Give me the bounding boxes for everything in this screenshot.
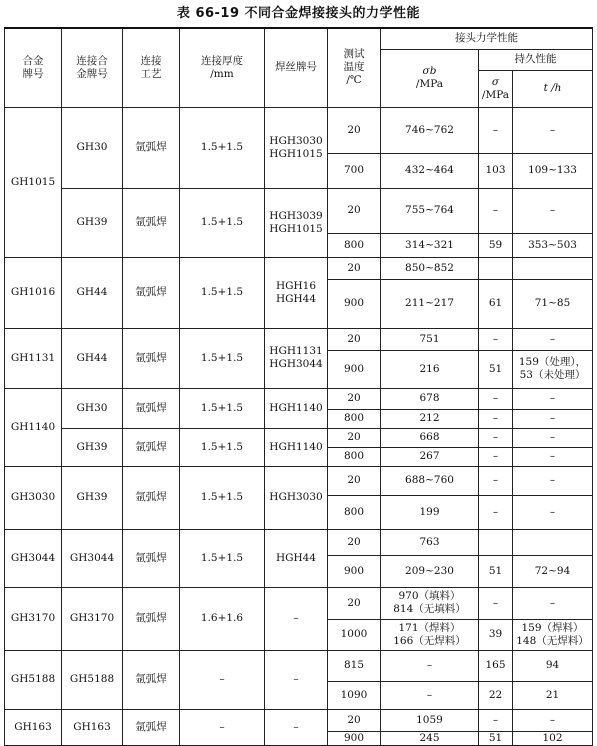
duration-cell: 109~133 — [513, 153, 593, 188]
duration-cell: – — [513, 328, 593, 350]
temp-cell: 20 — [328, 188, 381, 233]
table-row — [5, 257, 593, 279]
duration-cell: – — [513, 709, 593, 731]
duration-cell: 159（处理）， 53（未处理） — [513, 350, 593, 388]
sigma-b-cell: 216 — [381, 350, 479, 388]
duration-cell: 72~94 — [513, 555, 593, 587]
wire-cell: – — [265, 650, 328, 709]
sigma-b-cell: 850~852 — [381, 257, 479, 279]
sigma-cell: 165 — [479, 650, 513, 681]
sigma-cell: – — [479, 188, 513, 233]
table-row — [5, 650, 593, 681]
header-sigma-b — [381, 49, 479, 107]
sigma-unit: /MPa — [481, 88, 510, 101]
joined-alloy-cell: GH3044 — [62, 529, 123, 587]
duration-cell: – — [513, 447, 593, 466]
header-t: t /h — [513, 70, 593, 107]
table-row — [5, 328, 593, 350]
sigma-cell: – — [479, 709, 513, 731]
temp-cell: 900 — [328, 279, 381, 328]
thickness-cell: 1.5+1.5 — [180, 328, 265, 388]
sigma-b-cell: 211~217 — [381, 279, 479, 328]
temp-cell: 20 — [328, 257, 381, 279]
sigma-cell: 103 — [479, 153, 513, 188]
process-cell: 氩弧焊 — [123, 107, 180, 188]
wire-cell: HGH3030 HGH1015 — [265, 107, 328, 188]
sigma-cell: 61 — [479, 279, 513, 328]
joined-alloy-cell: GH30 — [62, 388, 123, 428]
duration-cell — [513, 529, 593, 555]
temp-cell: 800 — [328, 495, 381, 529]
joined-alloy-cell: GH5188 — [62, 650, 123, 709]
sigma-cell: – — [479, 447, 513, 466]
temp-cell: 900 — [328, 731, 381, 745]
duration-cell: – — [513, 188, 593, 233]
sigma-cell: – — [479, 409, 513, 428]
sigma-cell — [479, 529, 513, 555]
thickness-cell: 1.5+1.5 — [180, 188, 265, 257]
process-cell: 氩弧焊 — [123, 529, 180, 587]
wire-cell: – — [265, 709, 328, 745]
duration-cell: – — [513, 495, 593, 529]
alloy-cell: GH5188 — [5, 650, 62, 709]
duration-cell: 353~503 — [513, 233, 593, 257]
sigma-cell: 51 — [479, 731, 513, 745]
sigma-b-cell: 763 — [381, 529, 479, 555]
sigma-b-cell: 432~464 — [381, 153, 479, 188]
wire-cell: HGH3039 HGH1015 — [265, 188, 328, 257]
sigma-cell: – — [479, 495, 513, 529]
sigma-b-cell: 746~762 — [381, 107, 479, 153]
header-alloy: 合金 牌号 — [5, 28, 62, 107]
table-row — [5, 428, 593, 447]
table-row — [5, 466, 593, 495]
duration-cell: – — [513, 587, 593, 619]
temp-cell: 20 — [328, 529, 381, 555]
temp-cell: 700 — [328, 153, 381, 188]
duration-cell: – — [513, 388, 593, 409]
sigma-cell: 39 — [479, 619, 513, 650]
table-row — [5, 529, 593, 555]
sigma-cell: 22 — [479, 681, 513, 709]
sigma-cell: – — [479, 107, 513, 153]
process-cell: 氩弧焊 — [123, 428, 180, 466]
wire-cell: HGH1131 HGH3044 — [265, 328, 328, 388]
table-row — [5, 107, 593, 153]
thickness-cell: 1.5+1.5 — [180, 466, 265, 529]
temp-cell: 20 — [328, 428, 381, 447]
process-cell: 氩弧焊 — [123, 257, 180, 328]
sigma-cell — [479, 257, 513, 279]
process-cell: 氩弧焊 — [123, 466, 180, 529]
sigma-cell: – — [479, 466, 513, 495]
temp-cell: 20 — [328, 587, 381, 619]
sigma-b-cell: – — [381, 681, 479, 709]
header-wire: 焊丝牌号 — [265, 28, 328, 107]
sigma-b-cell: – — [381, 650, 479, 681]
sigma-b-cell: 751 — [381, 328, 479, 350]
temp-cell: 1000 — [328, 619, 381, 650]
sigma-b-symbol: σb — [422, 65, 437, 77]
sigma-cell: – — [479, 428, 513, 447]
duration-cell: 94 — [513, 650, 593, 681]
thickness-cell: 1.5+1.5 — [180, 428, 265, 466]
sigma-b-cell: 171（焊料） 166（无焊料） — [381, 619, 479, 650]
joined-alloy-cell: GH30 — [62, 107, 123, 188]
thickness-cell: 1.5+1.5 — [180, 257, 265, 328]
table-row — [5, 709, 593, 731]
process-cell: 氩弧焊 — [123, 709, 180, 745]
wire-cell: HGH44 — [265, 529, 328, 587]
process-cell: 氩弧焊 — [123, 388, 180, 428]
temp-cell: 20 — [328, 466, 381, 495]
wire-cell: HGH1140 — [265, 388, 328, 428]
alloy-cell: GH3030 — [5, 466, 62, 529]
alloy-cell: GH1015 — [5, 107, 62, 257]
alloy-cell: GH163 — [5, 709, 62, 745]
duration-cell — [513, 257, 593, 279]
sigma-cell: 51 — [479, 555, 513, 587]
table-row — [5, 587, 593, 619]
process-cell: 氩弧焊 — [123, 188, 180, 257]
sigma-cell: 59 — [479, 233, 513, 257]
temp-cell: 900 — [328, 350, 381, 388]
temp-cell: 20 — [328, 107, 381, 153]
thickness-cell: – — [180, 709, 265, 745]
temp-cell: 800 — [328, 409, 381, 428]
temp-cell: 815 — [328, 650, 381, 681]
sigma-b-cell: 970（填料） 814（无填料） — [381, 587, 479, 619]
joined-alloy-cell: GH44 — [62, 257, 123, 328]
header-thickness: 连接厚度 /mm — [180, 28, 265, 107]
header-joined-alloy: 连接合 金牌号 — [62, 28, 123, 107]
sigma-symbol: σ — [491, 75, 500, 88]
sigma-b-unit: /MPa — [415, 78, 444, 90]
sigma-b-cell: 212 — [381, 409, 479, 428]
table-row — [5, 188, 593, 233]
joined-alloy-cell: GH39 — [62, 466, 123, 529]
wire-cell: HGH16 HGH44 — [265, 257, 328, 328]
joined-alloy-cell: GH3170 — [62, 587, 123, 650]
duration-cell: 159（焊料） 148（无焊料） — [513, 619, 593, 650]
temp-cell: 800 — [328, 233, 381, 257]
sigma-b-cell: 755~764 — [381, 188, 479, 233]
header-endurance: 持久性能 — [479, 49, 593, 70]
joined-alloy-cell: GH44 — [62, 328, 123, 388]
sigma-b-cell: 688~760 — [381, 466, 479, 495]
mechanical-properties-table — [4, 27, 593, 746]
temp-cell: 20 — [328, 388, 381, 409]
joined-alloy-cell: GH163 — [62, 709, 123, 745]
alloy-cell: GH1131 — [5, 328, 62, 388]
thickness-cell: – — [180, 650, 265, 709]
sigma-cell: – — [479, 587, 513, 619]
sigma-b-cell: 245 — [381, 731, 479, 745]
temp-cell: 20 — [328, 709, 381, 731]
header-process: 连接 工艺 — [123, 28, 180, 107]
wire-cell: HGH1140 — [265, 428, 328, 466]
table-body — [5, 107, 593, 745]
duration-cell: – — [513, 428, 593, 447]
header-sigma — [479, 70, 513, 107]
wire-cell: – — [265, 587, 328, 650]
duration-cell: – — [513, 466, 593, 495]
process-cell: 氩弧焊 — [123, 650, 180, 709]
thickness-cell: 1.5+1.5 — [180, 388, 265, 428]
sigma-b-cell: 678 — [381, 388, 479, 409]
joined-alloy-cell: GH39 — [62, 188, 123, 257]
duration-cell: – — [513, 409, 593, 428]
sigma-cell: – — [479, 328, 513, 350]
thickness-cell: 1.5+1.5 — [180, 529, 265, 587]
joined-alloy-cell: GH39 — [62, 428, 123, 466]
alloy-cell: GH1140 — [5, 388, 62, 466]
sigma-b-cell: 209~230 — [381, 555, 479, 587]
sigma-cell: – — [479, 388, 513, 409]
process-cell: 氩弧焊 — [123, 328, 180, 388]
duration-cell: 71~85 — [513, 279, 593, 328]
alloy-cell: GH3170 — [5, 587, 62, 650]
temp-cell: 20 — [328, 328, 381, 350]
table-row — [5, 388, 593, 409]
duration-cell: 21 — [513, 681, 593, 709]
process-cell: 氩弧焊 — [123, 587, 180, 650]
table-title: 表 66-19 不同合金焊接接头的力学性能 — [176, 6, 421, 21]
alloy-cell: GH3044 — [5, 529, 62, 587]
sigma-cell: 51 — [479, 350, 513, 388]
duration-cell: – — [513, 107, 593, 153]
temp-cell: 900 — [328, 555, 381, 587]
duration-cell: 102 — [513, 731, 593, 745]
sigma-b-cell: 267 — [381, 447, 479, 466]
temp-cell: 800 — [328, 447, 381, 466]
thickness-cell: 1.5+1.5 — [180, 107, 265, 188]
temp-cell: 1090 — [328, 681, 381, 709]
sigma-b-cell: 1059 — [381, 709, 479, 731]
thickness-cell: 1.6+1.6 — [180, 587, 265, 650]
wire-cell: HGH3030 — [265, 466, 328, 529]
sigma-b-cell: 199 — [381, 495, 479, 529]
sigma-b-cell: 314~321 — [381, 233, 479, 257]
header-test-temp: 测试 温度 /℃ — [328, 28, 381, 107]
sigma-b-cell: 668 — [381, 428, 479, 447]
header-mechanical: 接头力学性能 — [381, 28, 593, 49]
alloy-cell: GH1016 — [5, 257, 62, 328]
